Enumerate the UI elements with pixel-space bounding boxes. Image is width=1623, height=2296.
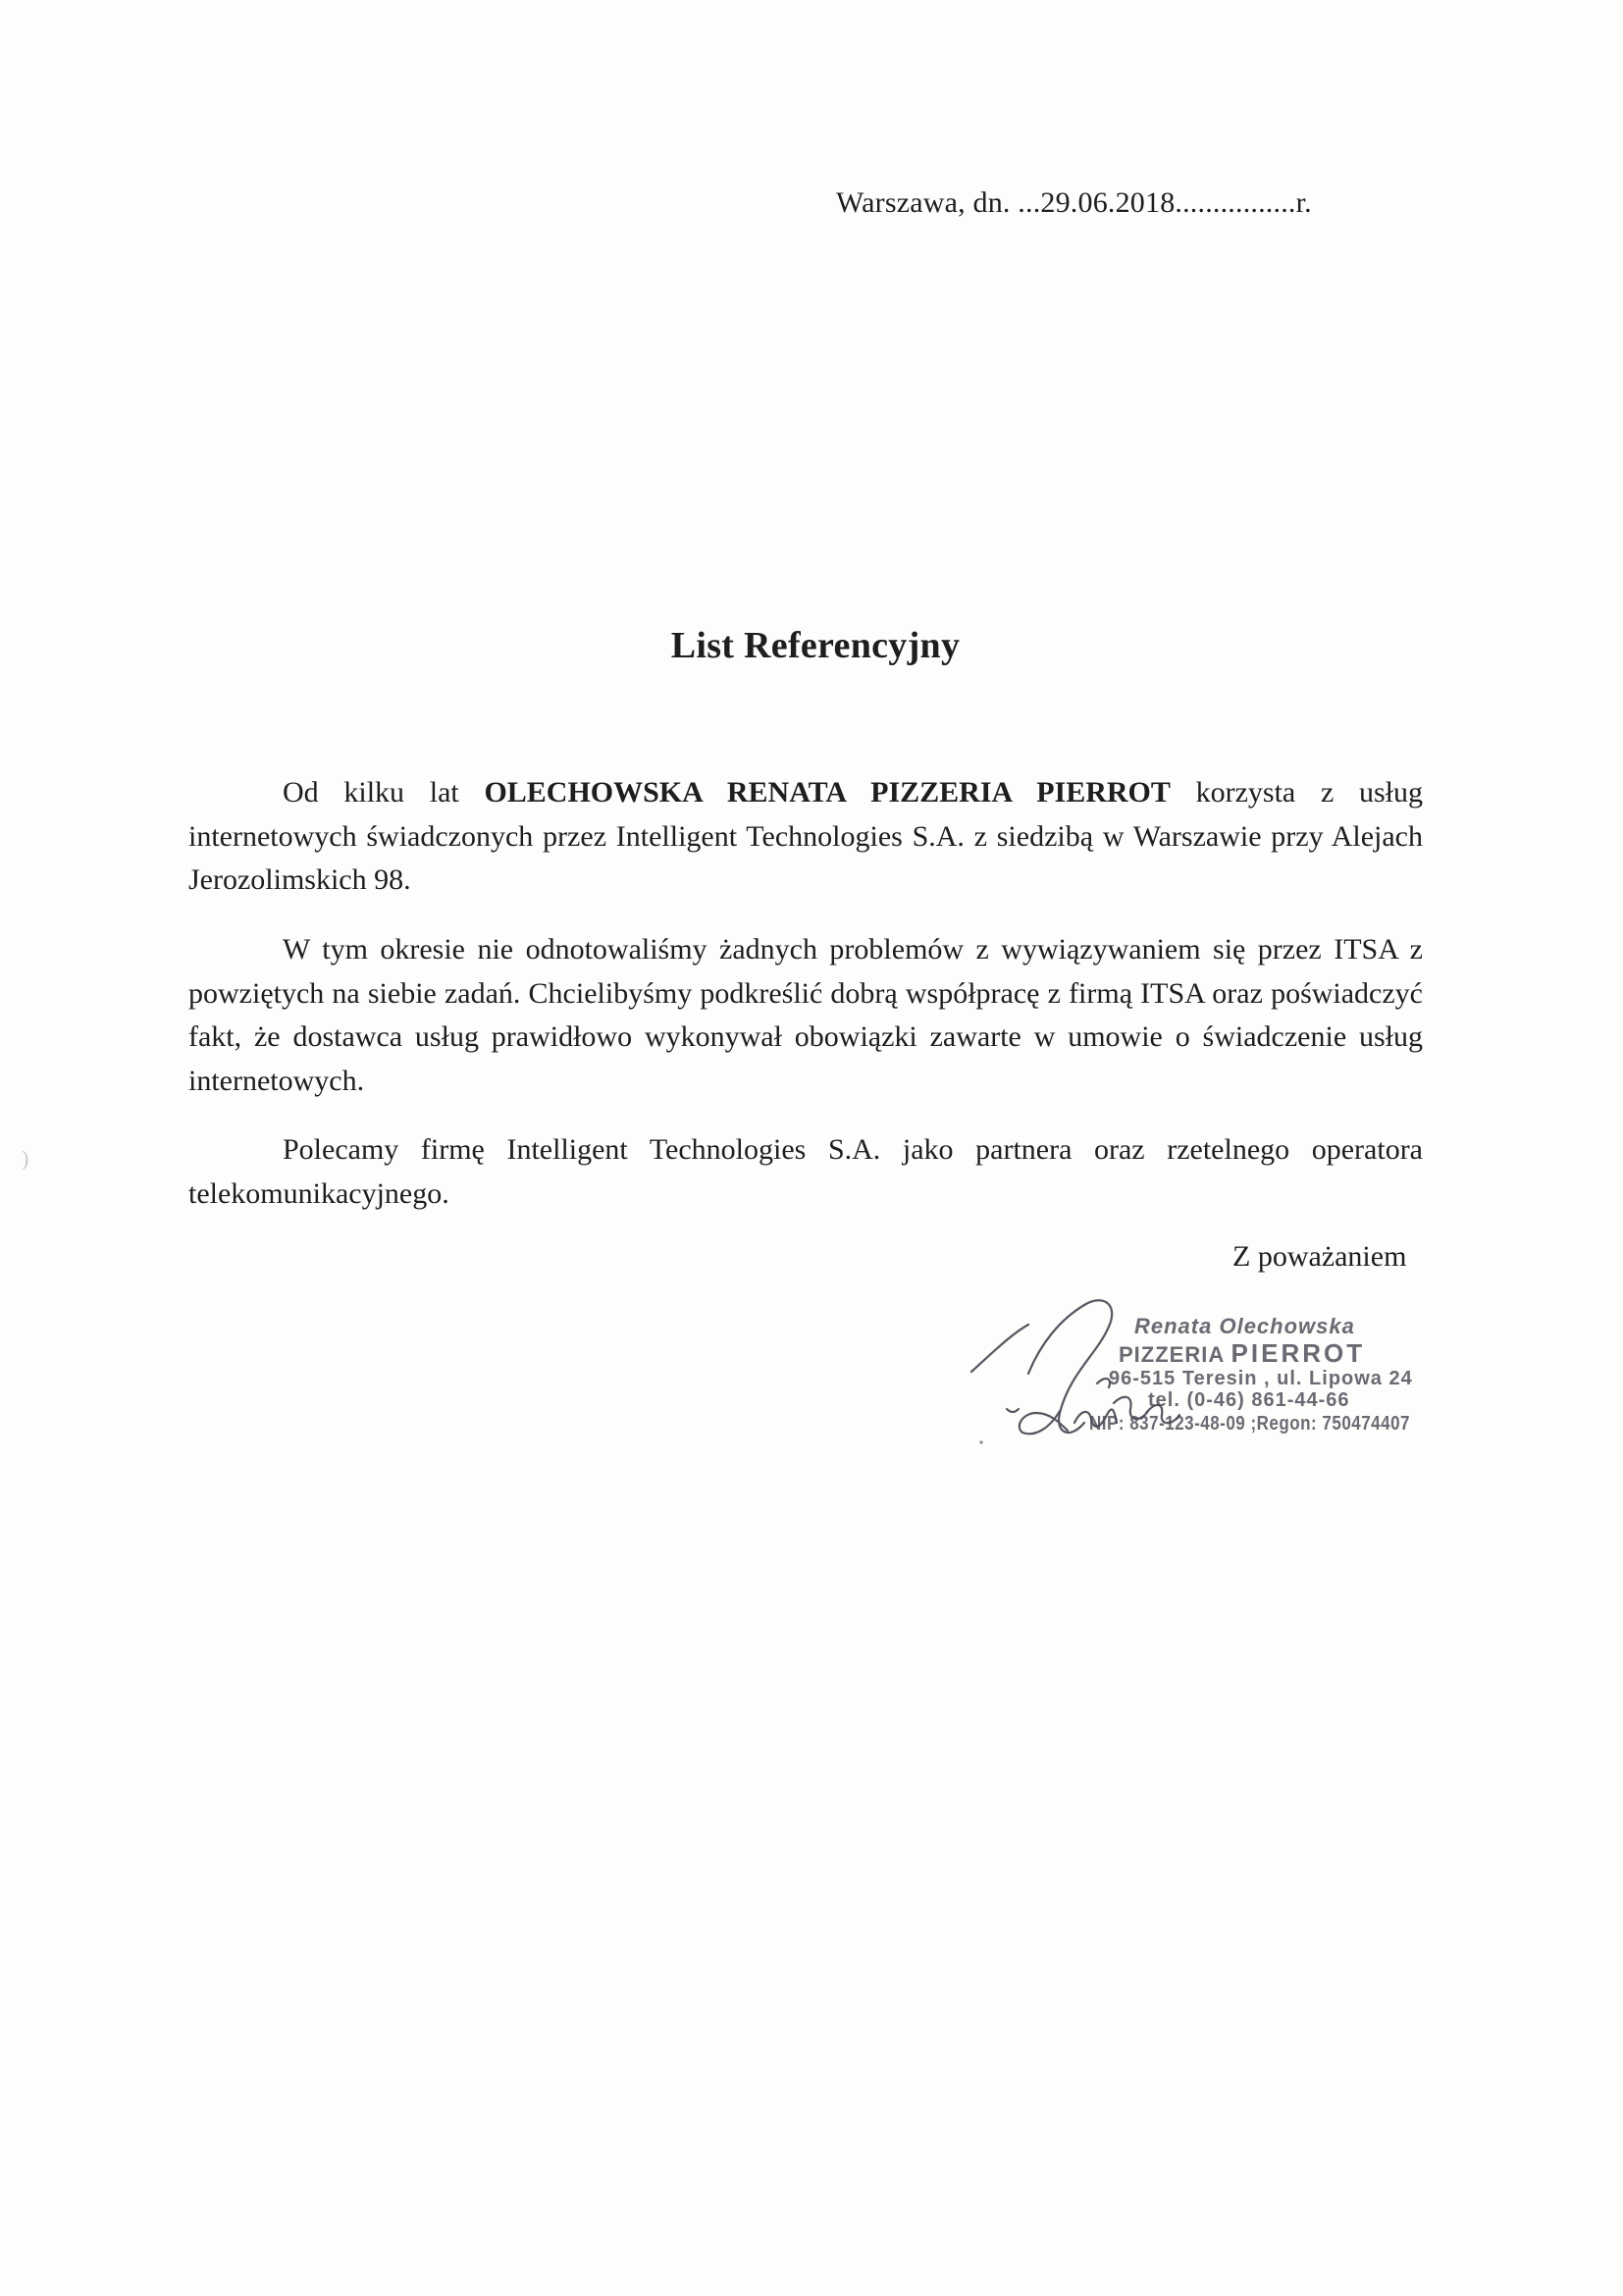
paragraph-1 — [188, 771, 1423, 903]
stamp-company-prefix: PIZZERIA — [1119, 1341, 1225, 1367]
closing-salutation: Z poważaniem — [1232, 1240, 1407, 1273]
company-stamp — [1089, 1314, 1462, 1435]
stamp-name: Renata Olechowska — [1134, 1314, 1355, 1338]
margin-mark: ) — [22, 1146, 29, 1171]
stamp-company — [1089, 1339, 1462, 1368]
stamp-registry: NIP: 837-123-48-09 ;Regon: 750474407 — [1089, 1411, 1410, 1435]
document-title: List Referencyjny — [670, 625, 961, 666]
paragraph-2-text: W tym okresie nie odnotowaliśmy żadnych problemów z wywiązywaniem się przez ITSA z powziętych na siebie zadań. Chcielibyśmy podkreślić dobrą współpracę z firmą ITSA oraz poświadczyć fakt, że dostawca usług prawidłowo wykonywał obowiązki zawarte w umowie o świadczenie usług internetowych. — [188, 933, 1423, 1097]
paragraph-2 — [188, 928, 1423, 1103]
stamp-phone: tel. (0-46) 861-44-66 — [1148, 1389, 1350, 1412]
paragraph-3-text: Polecamy firmę Intelligent Technologies S.A. jako partnera oraz rzetelnego operatora telekomunikacyjnego. — [188, 1133, 1423, 1210]
company-name: OLECHOWSKA RENATA PIZZERIA PIERROT — [484, 776, 1171, 809]
date-line: Warszawa, dn. ...29.06.2018................r. — [836, 186, 1312, 219]
paragraph-1-lead: Od kilku lat — [283, 776, 485, 809]
stamp-company-name: PIERROT — [1230, 1337, 1366, 1368]
paragraph-3 — [188, 1128, 1423, 1216]
paragraph-1-rest: korzysta z usług internetowych świadczonych przez Intelligent Technologies S.A. z siedzibą w Warszawie przy Alejach Jerozolimskich 98. — [188, 776, 1423, 896]
stamp-address: 96-515 Teresin , ul. Lipowa 24 — [1109, 1367, 1413, 1389]
